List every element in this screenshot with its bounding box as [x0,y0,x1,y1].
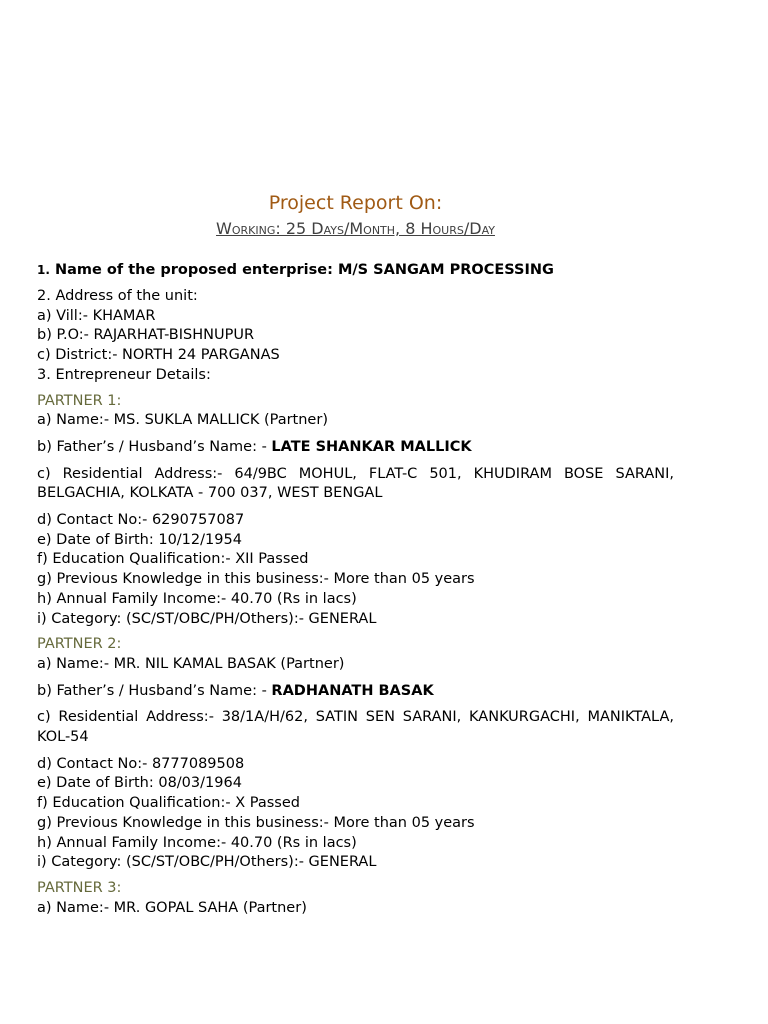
partner1-heading: PARTNER 1: [37,392,122,409]
partner1-knowledge: g) Previous Knowledge in this business:- More than 05 years [37,571,475,588]
partner1-name: a) Name:- MS. SUKLA MALLICK (Partner) [37,412,328,429]
entrepreneur-heading: 3. Entrepreneur Details: [37,366,211,383]
partner3-heading: PARTNER 3: [37,879,122,896]
partner1-contact: d) Contact No:- 6290757087 [37,512,245,529]
partner2-contact: d) Contact No:- 8777089508 [37,755,245,772]
partner2-father-value: RADHANATH BASAK [271,682,434,699]
partner1-category: i) Category: (SC/ST/OBC/PH/Others):- GENERAL [37,610,377,627]
enterprise-name: Name of the proposed enterprise: M/S SANGAM PROCESSING [54,262,554,278]
partner2-address: c) Residential Address:- 38/1A/H/62, SATIN SEN SARANI, KANKURGACHI, MANIKTALA, KOL-54 [37,709,674,746]
address-po: b) P.O:- RAJARHAT-BISHNUPUR [37,327,255,344]
partner2-name: a) Name:- MR. NIL KAMAL BASAK (Partner) [37,655,345,672]
address-district: c) District:- NORTH 24 PARGANAS [37,347,280,364]
page-subtitle: Working: 25 Days/Month, 8 Hours/Day [216,219,495,238]
partner2-category: i) Category: (SC/ST/OBC/PH/Others):- GENERAL [37,854,377,871]
enterprise-name-line [37,259,674,281]
partner2-education: f) Education Qualification:- X Passed [37,795,300,812]
partner1-father-label: b) Father’s / Husband’s Name: - [37,438,272,455]
address-heading: 2. Address of the unit: [37,288,198,304]
address-vill: a) Vill:- KHAMAR [37,307,156,324]
document-body [37,259,674,918]
partner2-heading: PARTNER 2: [37,636,122,653]
partner1-address: c) Residential Address:- 64/9BC MOHUL, FLAT-C 501, KHUDIRAM BOSE SARANI, BELGACHIA, KOLKATA - 700 037, WEST BENGAL [37,465,674,502]
partner2-knowledge: g) Previous Knowledge in this business:- More than 05 years [37,814,475,831]
partner1-income: h) Annual Family Income:- 40.70 (Rs in lacs) [37,590,357,607]
partner1-dob: e) Date of Birth: 10/12/1954 [37,531,242,548]
partner2-dob: e) Date of Birth: 08/03/1964 [37,775,242,792]
page-title: Project Report On: [268,192,443,214]
partner2-father-label: b) Father’s / Husband’s Name: - [37,682,272,699]
partner3-name: a) Name:- MR. GOPAL SAHA (Partner) [37,899,307,916]
partner2-father [37,682,674,702]
section-number: 1. [37,263,50,277]
partner1-education: f) Education Qualification:- XII Passed [37,551,309,568]
partner2-income: h) Annual Family Income:- 40.70 (Rs in lacs) [37,834,357,851]
partner1-father-value: LATE SHANKAR MALLICK [271,438,472,455]
partner1-father [37,438,674,458]
